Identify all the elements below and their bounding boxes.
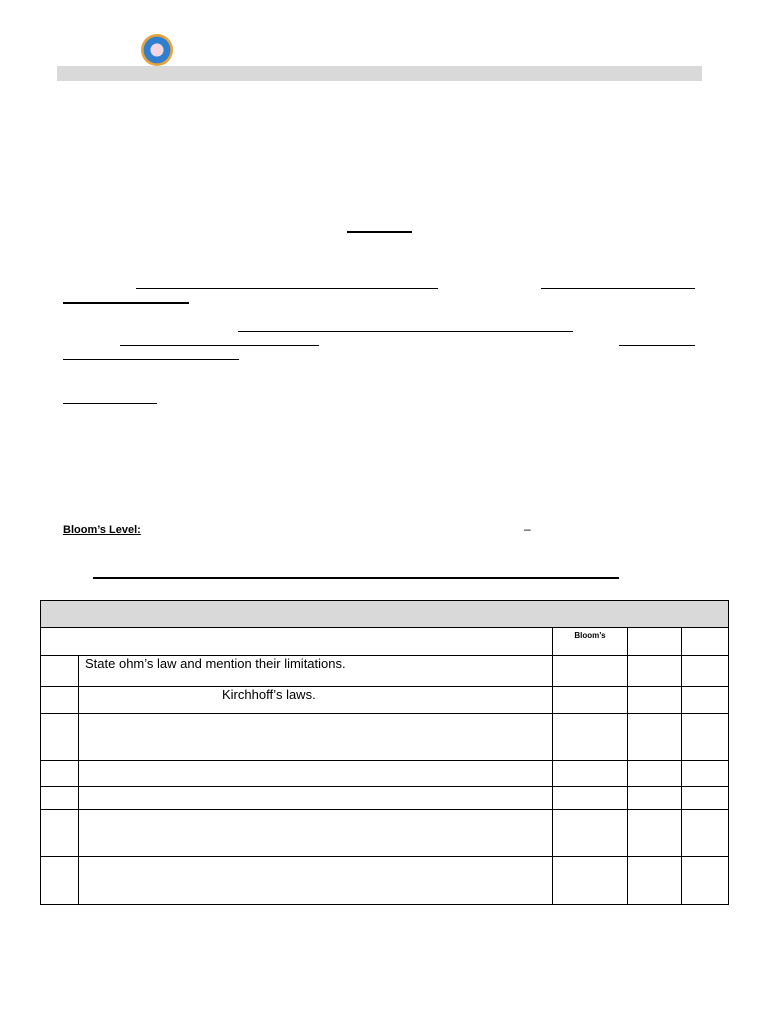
field-line — [63, 403, 157, 404]
question-text: State ohm’s law and mention their limitations. — [79, 656, 553, 687]
field-line — [120, 345, 319, 346]
question-text — [79, 857, 553, 905]
table-header — [41, 601, 729, 628]
table-row — [41, 714, 729, 761]
question-text: Kirchhoff’s laws. — [79, 687, 553, 714]
header-cell — [41, 628, 553, 656]
table-row — [41, 687, 729, 714]
title-underline — [347, 231, 412, 233]
field-line — [63, 302, 189, 304]
separator: – — [524, 522, 531, 536]
institution-logo — [141, 34, 173, 66]
header-bar — [57, 66, 702, 81]
field-line — [619, 345, 695, 346]
field-line — [238, 331, 573, 332]
blooms-col-header: Bloom’s — [553, 628, 628, 656]
questions-table — [40, 600, 729, 905]
table-row — [41, 810, 729, 857]
question-text — [79, 810, 553, 857]
field-line — [136, 288, 438, 289]
section-line — [93, 577, 619, 579]
field-line — [63, 359, 239, 360]
field-line — [541, 288, 695, 289]
question-text — [79, 714, 553, 761]
table-row — [41, 761, 729, 787]
blooms-level-label: Bloom’s Level: — [63, 524, 141, 536]
table-row — [41, 787, 729, 810]
header-cell — [628, 628, 682, 656]
table-row — [41, 857, 729, 905]
table-row — [41, 656, 729, 687]
question-text — [79, 761, 553, 787]
question-text — [79, 787, 553, 810]
header-cell — [682, 628, 729, 656]
